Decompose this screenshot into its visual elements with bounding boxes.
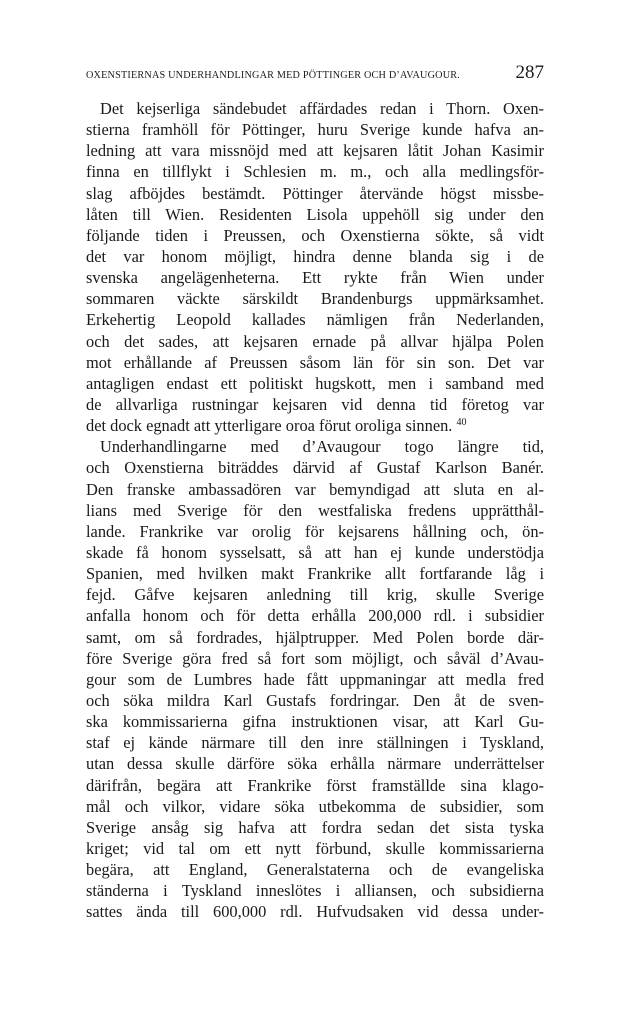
text-line-with-footnote	[86, 415, 544, 436]
paragraph-1	[86, 98, 544, 436]
text-line: därifrån, begära att Frankrike först framställde sina klago-	[86, 775, 544, 795]
text-line: antagligen endast ett politiskt hugskott, men i samband med	[86, 373, 544, 393]
paragraph-2	[86, 436, 544, 922]
text-line: före Sverige göra fred så fort som möjligt, och såväl d’Avau-	[86, 648, 544, 668]
text-line: ledning att vara missnöjd med att kejsaren låtit Johan Kasimir	[86, 141, 544, 161]
text-line: Spanien, med hvilken makt Frankrike allt fortfarande låg i	[86, 564, 544, 584]
text-line: Den franske ambassadören var bemyndigad att sluta en al-	[86, 479, 544, 499]
text-line: lians med Sverige för den westfaliska fredens upprätthål-	[86, 500, 544, 520]
book-page	[86, 62, 544, 922]
text-line: stierna framhöll för Pöttinger, huru Sverige kunde hafva an-	[86, 120, 544, 140]
text-line: och söka mildra Karl Gustafs fordringar. Den åt de sven-	[86, 690, 544, 710]
text-line: och det sades, att kejsaren ernade på allvar hjälpa Polen	[86, 331, 544, 351]
text-line: finna en tillflykt i Schlesien m. m., och alla medlingsför-	[86, 162, 544, 182]
text-line: Sverige ansåg sig hafva att fordra sedan det sista tyska	[86, 817, 544, 837]
text-line: mot erhållande af Preussen såsom län för sin son. Det var	[86, 352, 544, 372]
text-line: kriget; vid tal om ett nytt förbund, skulle kommissarierna	[86, 838, 544, 858]
text-line: följande tiden i Preussen, och Oxenstierna sökte, så vidt	[86, 225, 544, 245]
text-line: svenska angelägenheterna. Ett rykte från Wien under	[86, 268, 544, 288]
text-line: begära, att England, Generalstaterna och de evangeliska	[86, 860, 544, 880]
text-line: gour som de Lumbres hade fått uppmaningar att medla fred	[86, 669, 544, 689]
text-line: låten till Wien. Residenten Lisola uppehöll sig under den	[86, 204, 544, 224]
body-text	[86, 98, 544, 922]
text-line-content: det dock egnadt att ytterligare oroa förut oroliga sinnen.	[86, 416, 453, 436]
text-line: sattes ända till 600,000 rdl. Hufvudsaken vid dessa under-	[86, 902, 544, 922]
text-line: staf ej kände närmare till den inre ställningen i Tyskland,	[86, 733, 544, 753]
text-line: Det kejserliga sändebudet affärdades redan i Thorn. Oxen-	[100, 99, 544, 118]
text-line: lande. Frankrike var orolig för kejsarens hållning och, ön-	[86, 521, 544, 541]
text-line: de allvarliga rustningar kejsaren vid denna tid företog var	[86, 394, 544, 414]
text-line: det var honom möjligt, hindra denne blanda sig i de	[86, 246, 544, 266]
text-line: fejd. Gåfve kejsaren anledning till krig, skulle Sverige	[86, 585, 544, 605]
text-line: samt, om så fordrades, hjälptrupper. Med Polen borde där-	[86, 627, 544, 647]
text-line: sommaren väckte särskildt Brandenburgs uppmärksamhet.	[86, 289, 544, 309]
text-line: Erkehertig Leopold kallades nämligen från Nederlanden,	[86, 310, 544, 330]
text-line: och Oxenstierna biträddes därvid af Gustaf Karlson Banér.	[86, 458, 544, 478]
text-line: Underhandlingarne med d’Avaugour togo längre tid,	[100, 437, 544, 457]
text-line: slag afböjdes bestämdt. Pöttinger återvände högst missbe-	[86, 183, 544, 203]
text-line: anfalla honom och för detta erhålla 200,000 rdl. i subsidier	[86, 606, 544, 626]
running-head	[86, 62, 544, 84]
footnote-reference: 40	[456, 417, 467, 429]
running-title: OXENSTIERNAS UNDERHANDLINGAR MED PÖTTINGER OCH D’AVAUGOUR.	[86, 70, 461, 81]
page-number: 287	[515, 62, 544, 83]
text-line: ska kommissarierna gifna instruktionen visar, att Karl Gu-	[86, 712, 544, 732]
text-line: skade få honom sysselsatt, så att han ej kunde understödja	[86, 542, 544, 562]
text-line: utan dessa skulle därföre söka erhålla närmare underrättelser	[86, 754, 544, 774]
text-line: mål och vilkor, vidare söka utbekomma de subsidier, som	[86, 796, 544, 816]
text-line: ständerna i Tyskland inneslötes i alliansen, och subsidierna	[86, 881, 544, 901]
